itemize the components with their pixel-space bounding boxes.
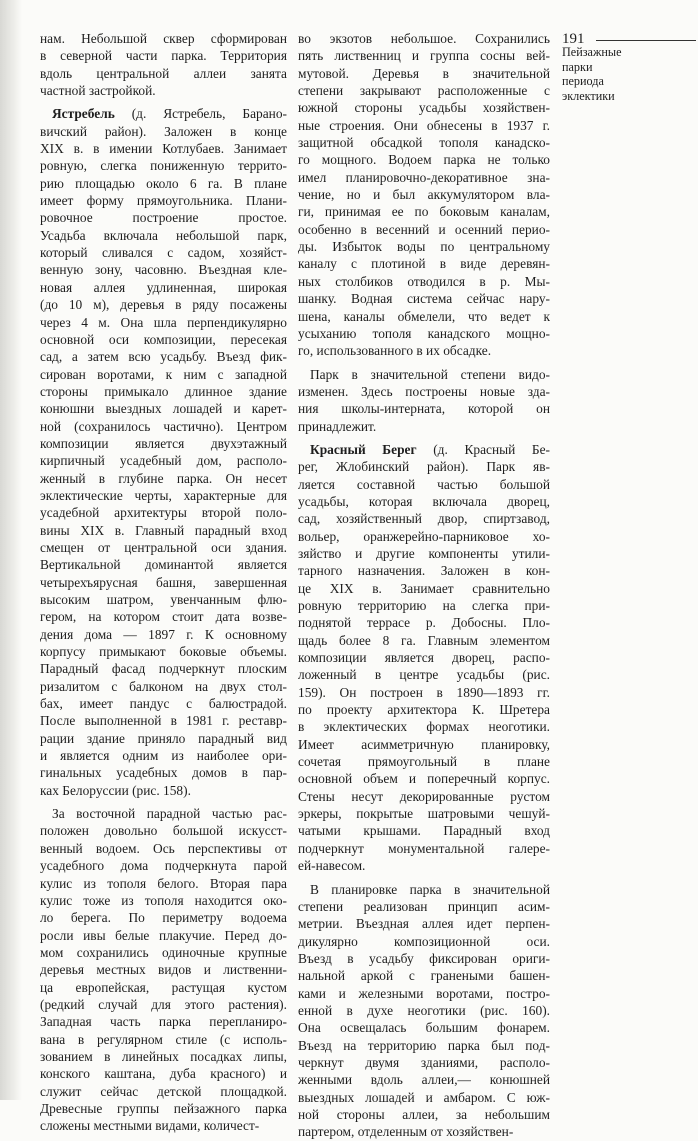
text-line: который сливался с садом, хозяйст- bbox=[40, 245, 287, 261]
text-line: мутовой. Деревья в значительной bbox=[298, 65, 550, 81]
page-number: 191 bbox=[562, 31, 585, 47]
text-line: (до 10 м), деревья в ряду посажены bbox=[40, 297, 287, 313]
text-line: эркеры, покрытые шатровыми чешуй- bbox=[298, 806, 550, 822]
text-line: Парадный фасад подчеркнут плоским bbox=[40, 661, 287, 677]
text-line: женный в глубине парка. Он несет bbox=[40, 470, 287, 486]
text-line: бах, имеет пандус с балюстрадой. bbox=[40, 696, 287, 712]
text-line: тарного назначения. Заложен в кон- bbox=[298, 563, 550, 579]
text-line: пять лиственниц и группа сосны вей- bbox=[298, 48, 550, 64]
text-line: ло берега. По периметру водоема bbox=[40, 910, 287, 926]
text-line bbox=[298, 441, 550, 458]
text-line: нам. Небольшой сквер сформирован bbox=[40, 31, 287, 46]
text-line: XIX в. в имении Котлубаев. Занимает bbox=[40, 141, 287, 157]
text-line: 159). Он построен в 1890—1893 гг. bbox=[298, 684, 550, 700]
text-column-right bbox=[298, 30, 550, 1141]
text-line: ей-навесом. bbox=[298, 858, 366, 874]
text-line: ках Белоруссии (рис. 158). bbox=[40, 782, 191, 798]
text-line: усадьбы, которая включала дворец, bbox=[298, 493, 550, 509]
text-line: После выполненной в 1981 г. реставр- bbox=[40, 713, 287, 729]
text-line bbox=[40, 105, 287, 122]
text-line: в эклектических формах неоготики. bbox=[298, 719, 550, 735]
text-line: енной в духе неоготики (рис. 160). bbox=[298, 1002, 550, 1018]
margin-rule bbox=[596, 40, 696, 41]
text-line: женными вдоль аллеи,— конюшней bbox=[298, 1072, 550, 1088]
text-line: сложены местными видами, количест- bbox=[40, 1118, 260, 1134]
text-column-left bbox=[40, 30, 287, 1135]
text-line: чение, но и был аккумулятором вла- bbox=[298, 187, 550, 203]
text-line: основной оси композиции, пересекая bbox=[40, 331, 287, 347]
text-line-content: (д. Красный Бе- bbox=[416, 441, 550, 457]
text-line: имел планировочно-декоративное зна- bbox=[298, 169, 550, 185]
text-line: Стены несут декорированные рустом bbox=[298, 788, 550, 804]
text-line: За восточной парадной частью рас- bbox=[52, 806, 287, 822]
text-line: шена, каналы обмелели, что ведет к bbox=[298, 308, 550, 324]
text-line: ками и железными воротами, постро- bbox=[298, 985, 550, 1001]
text-line: зованием в линейных посадках липы, bbox=[40, 1048, 287, 1064]
text-line: конюшни выездных лошадей и карет- bbox=[40, 401, 287, 417]
text-line: го, использованного в их обсадке. bbox=[298, 343, 492, 359]
margin-note-line: Пейзажные bbox=[562, 45, 622, 59]
text-line: ровную территорию на слегка при- bbox=[298, 598, 550, 613]
text-line: сад, хозяйственный двор, спиртзавод, bbox=[298, 511, 550, 527]
text-line: шанку. Водная система сейчас нару- bbox=[298, 291, 550, 307]
text-line: гинальных усадебных домов в пар- bbox=[40, 765, 287, 781]
text-line: чатыми крышами. Парадный вход bbox=[298, 823, 550, 839]
text-line: ги, принимая ее по боковым каналам, bbox=[298, 204, 550, 220]
text-line: зяйство и другие компоненты утили- bbox=[298, 545, 550, 561]
text-line: го мощного. Водоем парка не только bbox=[298, 152, 550, 168]
text-line: сирован воротами, к ним с западной bbox=[40, 366, 287, 382]
text-line: Усадьба включала небольшой парк, bbox=[40, 227, 287, 243]
text-line: южной стороны усадьбы хозяйствен- bbox=[298, 100, 550, 116]
margin-note-line: эклектики bbox=[562, 88, 615, 103]
text-line: композиции является двухэтажный bbox=[40, 435, 287, 451]
text-line: ложенный в центре усадьбы (рис. bbox=[298, 667, 550, 683]
text-line: ных столбиков отводился в р. Мы- bbox=[298, 273, 550, 289]
text-line: це XIX в. Занимает сравнительно bbox=[298, 580, 550, 596]
text-line: черкнут двумя зданиями, располо- bbox=[298, 1054, 550, 1070]
text-line: и является одним из наиболее ори- bbox=[40, 748, 287, 764]
text-line: через 4 м. Она шла перпендикулярно bbox=[40, 314, 287, 330]
text-line: степени закрывают расположенные с bbox=[298, 83, 550, 99]
text-line: стороны примыкало длинное здание bbox=[40, 383, 287, 399]
margin-note-line: периода bbox=[562, 74, 604, 89]
text-line: венный водоем. Ось перспективы от bbox=[40, 840, 287, 856]
text-line: поднятой террасе р. Добосны. Пло- bbox=[298, 615, 550, 631]
text-line: росли ивы белые плакучие. Перед до- bbox=[40, 927, 287, 943]
text-line: каналу с плотиной в виде деревян- bbox=[298, 256, 550, 272]
text-line: ной (сохранилось частично). Центром bbox=[40, 418, 287, 434]
text-line: гером, на котором стоит дата возве- bbox=[40, 609, 287, 625]
text-line: усадебной архитектуры второй поло- bbox=[40, 505, 287, 521]
text-line: сад, а затем всю усадьбу. Въезд фик- bbox=[40, 349, 287, 365]
text-line: Въезд на территорию парка был под- bbox=[298, 1037, 550, 1053]
entry-heading: Красный Берег bbox=[310, 441, 417, 457]
text-line: степени реализован принцип асим- bbox=[298, 898, 550, 914]
text-line: ной стороны аллеи, за небольшим bbox=[298, 1106, 550, 1122]
text-line: защитной обсадкой тополя канадско- bbox=[298, 135, 550, 151]
text-line: метрии. Въездная аллея идет перпен- bbox=[298, 916, 550, 932]
text-line: ровную, слегка пониженную террито- bbox=[40, 158, 287, 174]
text-line: ды. Избыток воды по центральному bbox=[298, 239, 550, 255]
text-line: усыханию тополя канадского мощно- bbox=[298, 325, 550, 341]
text-line: вольер, оранжерейно-парниковое хо- bbox=[298, 528, 550, 544]
text-line: вичский район). Заложен в конце bbox=[40, 123, 287, 139]
text-line: дикулярно композиционной оси. bbox=[298, 933, 550, 949]
text-line: Имеет асимметричную планировку, bbox=[298, 736, 550, 752]
text-line: Въезд в усадьбу фиксирован ориги- bbox=[298, 950, 550, 966]
text-line-content: (д. Ястребель, Барано- bbox=[114, 106, 287, 122]
text-line: четырехъярусная башня, завершенная bbox=[40, 574, 287, 590]
text-line: венную зону, часовню. Въездная кле- bbox=[40, 262, 287, 278]
text-line: Древесные группы пейзажного парка bbox=[40, 1100, 287, 1116]
text-line: вана в регулярном стиле (с исполь- bbox=[40, 1031, 287, 1047]
text-line: основной объем и поперечный корпус. bbox=[298, 771, 550, 787]
text-line: В планировке парка в значительной bbox=[310, 881, 550, 897]
text-line: Она освещалась большим фонарем. bbox=[298, 1020, 550, 1036]
text-line: изменен. Здесь построены новые зда- bbox=[298, 383, 550, 399]
margin-note bbox=[562, 45, 672, 103]
text-line: во экзотов небольшое. Сохранились bbox=[298, 31, 550, 46]
text-line: подчеркнут монументальной галере- bbox=[298, 840, 550, 856]
text-line: вины XIX в. Главный парадный вход bbox=[40, 522, 287, 538]
entry-heading: Ястребель bbox=[52, 106, 115, 122]
text-line: ляется составной частью большой bbox=[298, 476, 550, 492]
text-line: корпусу примыкают боковые объемы. bbox=[40, 644, 287, 660]
text-line: партером, отделенным от хозяйствен- bbox=[298, 1124, 514, 1140]
text-line: положен довольно большой искусст- bbox=[40, 823, 287, 839]
text-line: новая аллея удлиненная, широкая bbox=[40, 279, 287, 295]
margin-block bbox=[562, 30, 672, 103]
text-line: рию площадью около 6 га. В плане bbox=[40, 175, 287, 191]
text-line: ризалитом с балконом на двух стол- bbox=[40, 678, 287, 694]
text-line: Вертикальной доминантой является bbox=[40, 557, 287, 573]
text-line: конского каштана, дуба красного) и bbox=[40, 1066, 287, 1082]
text-line: высоким шатром, увенчанным флю- bbox=[40, 592, 287, 607]
text-line: композиции является дворец, распо- bbox=[298, 650, 550, 666]
text-line: ца европейская, растущая кустом bbox=[40, 979, 287, 995]
text-line: особенно в весенний и осенний перио- bbox=[298, 221, 550, 237]
text-line: щадь более 8 га. Главным элементом bbox=[298, 632, 550, 648]
text-line: имеет форму прямоугольника. Плани- bbox=[40, 193, 287, 209]
margin-note-line: парки bbox=[562, 59, 593, 74]
text-line: в северной части парка. Территория bbox=[40, 48, 287, 64]
text-line: кулис из тополя белого. Вторая пара bbox=[40, 875, 287, 891]
text-line: мом сохранились одиночные крупные bbox=[40, 944, 287, 960]
text-line: усадебного дома подчеркнута парой bbox=[40, 858, 287, 874]
text-line: рации здание приняло парадный вид bbox=[40, 730, 287, 746]
text-line: Парк в значительной степени видо- bbox=[310, 366, 550, 382]
text-line: (редкий случай для этого растения). bbox=[40, 996, 287, 1012]
text-line: ные строения. Они обнесены в 1937 г. bbox=[298, 117, 550, 133]
text-line: кирпичный усадебный дом, располо- bbox=[40, 453, 287, 469]
text-line: частной застройкой. bbox=[40, 83, 156, 99]
text-line: смещен от центральной оси здания. bbox=[40, 539, 287, 555]
text-line: принадлежит. bbox=[298, 418, 377, 434]
text-line: ния школы-интерната, которой он bbox=[298, 401, 550, 417]
text-line: сочетая прямоугольный в плане bbox=[298, 754, 550, 770]
text-line: дения дома — 1897 г. К основному bbox=[40, 626, 287, 642]
text-line: кулис тоже из тополя находится око- bbox=[40, 892, 287, 908]
text-line: деревья местных видов и лиственни- bbox=[40, 962, 287, 978]
text-line: служит сейчас детской площадкой. bbox=[40, 1083, 287, 1099]
text-line: нальной аркой с гранеными башен- bbox=[298, 968, 550, 984]
text-line: рег, Жлобинский район). Парк яв- bbox=[298, 459, 550, 475]
text-line: выездных лошадей и амбаром. С юж- bbox=[298, 1089, 550, 1105]
text-line: эклектические черты, характерные для bbox=[40, 487, 287, 503]
text-line: Западная часть парка перепланиро- bbox=[40, 1014, 287, 1030]
text-line: вдоль центральной аллеи занята bbox=[40, 65, 287, 81]
text-line: ровочное построение простое. bbox=[40, 210, 287, 226]
text-line: по проекту архитектора К. Шретера bbox=[298, 702, 550, 718]
